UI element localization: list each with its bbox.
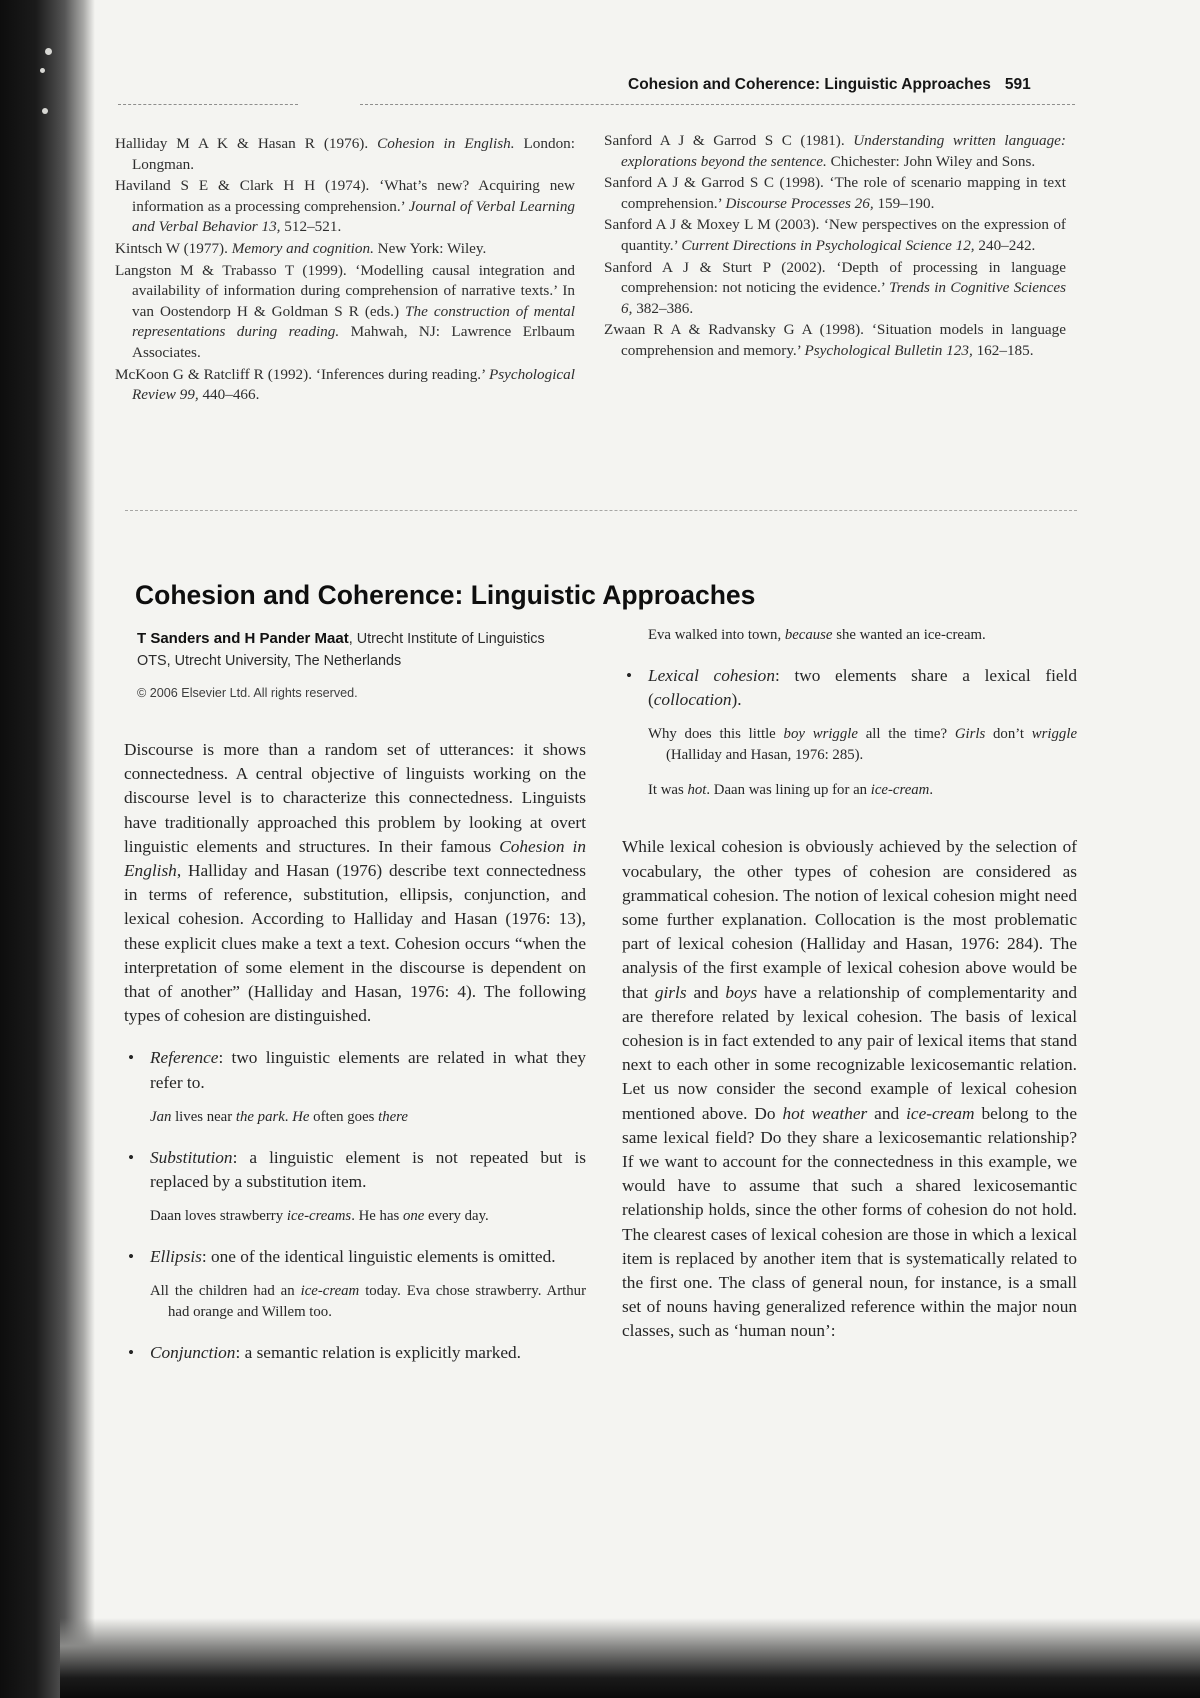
copyright-notice: © 2006 Elsevier Ltd. All rights reserved. bbox=[137, 686, 358, 700]
italic-text: Psychological Review 99, bbox=[132, 365, 575, 404]
cohesion-type-bullet bbox=[124, 1146, 586, 1194]
italic-text: the park bbox=[235, 1108, 285, 1125]
article-title: Cohesion and Coherence: Linguistic Approaches bbox=[135, 580, 756, 610]
text-run: Sanford A J & Sturt P (2002). ‘Depth of processing in language comprehension: not noticing the evidence.’ bbox=[604, 258, 1066, 297]
italic-text: Lexical cohesion bbox=[648, 666, 775, 685]
text-run: . He has bbox=[351, 1208, 403, 1225]
text-run: Why does this little bbox=[648, 726, 784, 743]
text-run: often goes bbox=[309, 1108, 379, 1125]
example-sentence bbox=[124, 1206, 586, 1227]
italic-text: boy wriggle bbox=[783, 726, 858, 743]
bullet-icon: • bbox=[128, 1247, 135, 1267]
text-run: Kintsch W (1977). bbox=[115, 239, 232, 257]
text-run: 440–466. bbox=[198, 386, 260, 404]
italic-text: Ellipsis bbox=[150, 1247, 202, 1267]
text-run: Sanford A J & Garrod S C (1981). bbox=[604, 132, 854, 149]
text-run: 159–190. bbox=[873, 194, 935, 212]
italic-text: Psychological Bulletin 123, bbox=[804, 341, 973, 359]
italic-text: Current Directions in Psychological Science 12, bbox=[681, 236, 975, 254]
text-run: All the children had an bbox=[150, 1283, 301, 1300]
header-rule-right bbox=[360, 104, 1075, 105]
text-run: Daan loves strawberry bbox=[150, 1208, 287, 1225]
italic-text: Memory and cognition. bbox=[231, 239, 374, 257]
text-run: : a semantic relation is explicitly marked. bbox=[235, 1343, 521, 1363]
text-run: . bbox=[284, 1108, 293, 1125]
text-run: Sanford A J & Moxey L M (2003). ‘New perspectives on the expression of quantity.’ bbox=[604, 216, 1066, 254]
bullet-icon: • bbox=[626, 666, 633, 685]
scan-speck bbox=[40, 68, 45, 73]
cohesion-type-bullet bbox=[622, 664, 1077, 712]
example-sentence bbox=[622, 724, 1077, 766]
author-names: T Sanders and H Pander Maat bbox=[137, 630, 349, 647]
text-run: and bbox=[686, 982, 726, 1002]
example-sentence bbox=[622, 780, 1077, 801]
italic-text: because bbox=[784, 627, 833, 643]
italic-text: ice-cream bbox=[870, 782, 930, 799]
reference-entry bbox=[604, 258, 1066, 320]
article-authors bbox=[137, 628, 582, 672]
text-run: 240–242. bbox=[974, 236, 1036, 254]
italic-text: ice-cream bbox=[300, 1283, 360, 1300]
text-run: : two linguistic elements are related in what they refer to. bbox=[150, 1048, 586, 1092]
text-run: : one of the identical linguistic elements is omitted. bbox=[201, 1247, 556, 1267]
text-run: ). bbox=[731, 690, 742, 710]
bullet-icon: • bbox=[128, 1343, 135, 1363]
reference-entry bbox=[604, 131, 1066, 172]
text-run: all the time? bbox=[857, 726, 955, 743]
text-run: McKoon G & Ratcliff R (1992). ‘Inferences during reading.’ bbox=[115, 365, 489, 383]
text-run: and bbox=[867, 1103, 907, 1123]
example-sentence bbox=[124, 1107, 586, 1128]
text-run: Eva walked into town, bbox=[648, 627, 785, 643]
italic-text: He bbox=[292, 1108, 310, 1125]
italic-text: Discourse Processes 26, bbox=[725, 194, 874, 212]
italic-text: girls bbox=[654, 982, 687, 1002]
example-sentence bbox=[124, 1281, 586, 1323]
italic-text: Trends in Cognitive Sciences 6, bbox=[621, 279, 1066, 317]
cohesion-type-bullet bbox=[124, 1341, 586, 1365]
text-run: every day. bbox=[424, 1208, 489, 1225]
body-right-column bbox=[622, 625, 1077, 1344]
text-run: lives near bbox=[171, 1108, 236, 1125]
text-run: Mahwah, NJ: Lawrence Erlbaum Associates. bbox=[132, 323, 575, 361]
text-run: Chichester: John Wiley and Sons. bbox=[826, 152, 1036, 170]
cohesion-type-bullet bbox=[124, 1245, 586, 1269]
bullet-icon: • bbox=[128, 1147, 135, 1167]
italic-text: Understanding written language: explorations beyond the sentence. bbox=[621, 132, 1066, 170]
text-run: . bbox=[929, 782, 934, 799]
cohesion-type-bullet bbox=[124, 1046, 586, 1094]
reference-entry bbox=[115, 239, 575, 260]
text-run: : a linguistic element is not repeated but is replaced by a substitution item. bbox=[150, 1147, 586, 1192]
italic-text: collocation bbox=[653, 690, 732, 710]
page-number: 591 bbox=[1004, 76, 1031, 93]
italic-text: Cohesion in English. bbox=[377, 135, 515, 152]
bottom-shadow bbox=[60, 1618, 1200, 1698]
italic-text: Substitution bbox=[150, 1147, 233, 1167]
text-run: she wanted an ice-cream. bbox=[832, 627, 986, 643]
text-run: , Halliday and Hasan (1976) describe text connectedness in terms of reference, substitution, ellipsis, conjunction, and lexical cohesion. According to Halliday and Hasan (1976: 13), these explicit clues make a text a text. Cohesion occurs “when the interpretation of some element in the discourse is dependent on that of another” (Halliday and Hasan, 1976: 4). The following types of cohesion are distinguished. bbox=[124, 861, 586, 1026]
text-run: 162–185. bbox=[972, 341, 1034, 359]
reference-entry bbox=[115, 134, 575, 175]
text-run: London: Longman. bbox=[132, 135, 575, 173]
text-run: New York: Wiley. bbox=[373, 239, 487, 257]
text-run: Haviland S E & Clark H H (1974). ‘What’s new? Acquiring new information as a processing comprehension.’ bbox=[115, 177, 575, 215]
text-run: don’t bbox=[985, 726, 1032, 743]
bullet-icon: • bbox=[128, 1048, 135, 1068]
body-paragraph bbox=[124, 738, 586, 1028]
binding-shadow bbox=[0, 0, 95, 1698]
italic-text: one bbox=[402, 1208, 425, 1225]
text-run: Zwaan R A & Radvansky G A (1998). ‘Situation models in language comprehension and memory.’ bbox=[604, 321, 1066, 359]
author-affiliation: , Utrecht Institute of Linguistics OTS, Utrecht University, The Netherlands bbox=[137, 631, 545, 669]
example-sentence bbox=[622, 625, 1077, 646]
reference-entry bbox=[604, 215, 1066, 256]
italic-text: hot weather bbox=[782, 1103, 868, 1123]
italic-text: Cohesion in English bbox=[124, 836, 586, 881]
text-run: 512–521. bbox=[280, 218, 342, 236]
scan-speck bbox=[42, 108, 48, 114]
reference-entry bbox=[604, 320, 1066, 361]
italic-text: wriggle bbox=[1031, 726, 1078, 743]
italic-text: Jan bbox=[150, 1108, 172, 1125]
italic-text: hot bbox=[687, 782, 707, 799]
text-run: Sanford A J & Garrod S C (1998). ‘The role of scenario mapping in text comprehension.’ bbox=[604, 174, 1066, 212]
italic-text: The construction of mental representations during reading. bbox=[132, 302, 575, 341]
italic-text: Journal of Verbal Learning and Verbal Behavior 13, bbox=[132, 197, 576, 236]
text-run: today. Eva chose strawberry. Arthur had orange and Willem too. bbox=[168, 1283, 586, 1321]
italic-text: ice-creams bbox=[286, 1208, 352, 1225]
text-run: 382–386. bbox=[632, 299, 694, 317]
text-run: Discourse is more than a random set of utterances: it shows connectedness. A central objective of linguists working on the discourse level is to characterize this connectedness. Linguists have traditionally approached this problem by looking at overt linguistic elements and structures. In their famous bbox=[124, 740, 586, 856]
running-title: Cohesion and Coherence: Linguistic Approaches bbox=[628, 76, 991, 93]
italic-text: Reference bbox=[150, 1048, 219, 1068]
text-run: (Halliday and Hasan, 1976: 285). bbox=[666, 747, 864, 764]
body-paragraph bbox=[622, 835, 1077, 1343]
reference-entry bbox=[604, 173, 1066, 214]
references-left-column bbox=[115, 134, 575, 407]
text-run: belong to the same lexical field? Do they share a lexicosemantic relationship? If we want to account for the connectedness in this example, we would have to assume that such a shared lexicosemantic relationship holds, since the other forms of cohesion do not hold. The clearest cases of lexical cohesion are those in which a lexical item is replaced by another item that is systematically related to the first one. The class of general noun, for instance, is a small set of nouns having generalized reference within the major noun classes, such as ‘human noun’: bbox=[622, 1103, 1077, 1341]
references-right-column bbox=[604, 131, 1066, 363]
text-run: It was bbox=[648, 782, 688, 799]
reference-entry bbox=[115, 261, 575, 364]
italic-text: ice-cream bbox=[906, 1103, 975, 1123]
italic-text: there bbox=[378, 1108, 408, 1125]
running-head bbox=[628, 76, 1078, 94]
reference-entry bbox=[115, 176, 575, 238]
text-run: : two elements share a lexical field ( bbox=[648, 666, 1077, 710]
header-rule-left bbox=[118, 104, 298, 105]
italic-text: Girls bbox=[954, 726, 986, 743]
reference-entry bbox=[115, 365, 575, 406]
text-run: Langston M & Trabasso T (1999). ‘Modelling causal integration and availability of information during comprehension of narrative texts.’ In van Oostendorp H & Goldman S R (eds.) bbox=[115, 261, 575, 320]
italic-text: boys bbox=[725, 982, 758, 1002]
text-run: Halliday M A K & Hasan R (1976). bbox=[115, 135, 378, 152]
section-separator bbox=[125, 510, 1077, 511]
scan-speck bbox=[45, 48, 52, 55]
text-run: While lexical cohesion is obviously achieved by the selection of vocabulary, the other types of cohesion are considered as grammatical cohesion. The notion of lexical cohesion might need some further explanation. Collocation is the most problematic part of lexical cohesion (Halliday and Hasan, 1976: 284). The analysis of the first example of lexical cohesion above would be that bbox=[622, 837, 1077, 1002]
text-run: . Daan was lining up for an bbox=[706, 782, 871, 799]
body-left-column bbox=[124, 738, 586, 1366]
italic-text: Conjunction bbox=[150, 1343, 236, 1363]
text-run: have a relationship of complementarity and are therefore related by lexical cohesion. The basis of lexical cohesion is in fact extended to any pair of lexical items that stand next to each other in some recognizable lexicosemantic relation. Let us now consider the second example of lexical cohesion mentioned above. Do bbox=[622, 982, 1078, 1123]
